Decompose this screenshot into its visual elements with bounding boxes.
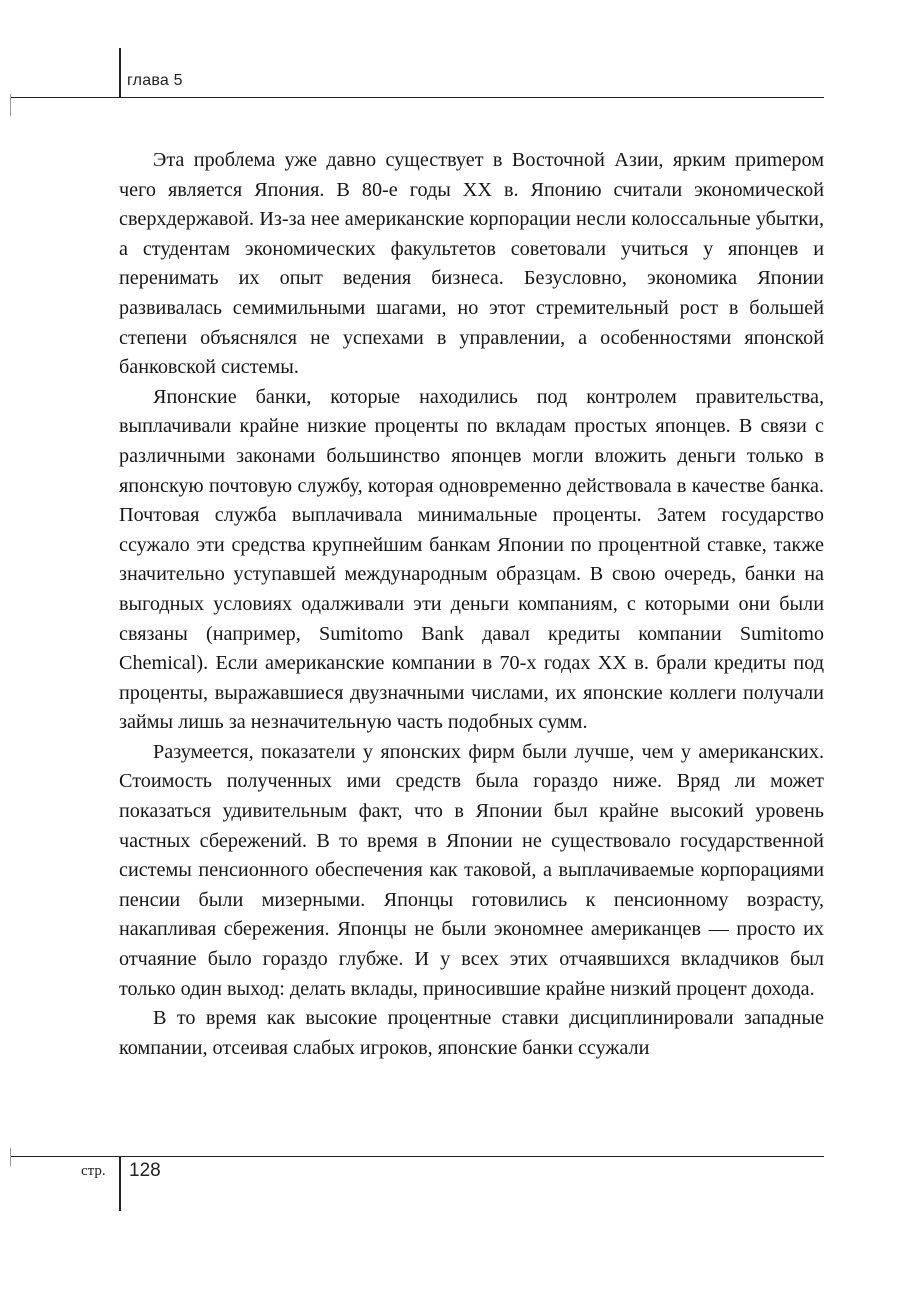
page-number: 128 <box>129 1160 161 1181</box>
footer-horizontal-rule <box>10 1156 824 1157</box>
paragraph-3: Разумеется, показатели у японских фирм были лучше, чем у американских. Стоимость полученных ими средств была гораздо ниже. Вряд ли может показаться удивительным факт, что в Японии был крайне высокий уровень частных сбережений. В то время в Японии не существовало государственной системы пенсионного обеспечения как таковой, а выплачиваемые корпорациями пенсии были мизерными. Японцы готовились к пенсионному возрасту, накапливая сбережения. Японцы не были экономнее американцев — просто их отчаяние было гораздо глубже. И у всех этих отчаявшихся вкладчиков был только один выход: делать вклады, приносившие крайне низкий процент дохода. <box>119 740 824 1000</box>
body-text <box>119 146 824 1063</box>
paragraph-2: Японские банки, которые находились под контролем правительства, выплачивали крайне низкие проценты по вкладам простых японцев. В связи с различными законами большинство японцев могли вложить деньги только в японскую почтовую службу, которая одновременно действовала в качестве банка. Почтовая служба выплачивала минимальные проценты. Затем государство ссужало эти средства крупнейшим банкам Японии по процентной ставке, также значительно уступавшей международным образцам. В свою очередь, банки на выгодных условиях одалживали эти деньги компаниям, с которыми они были связаны (например, Sumitomo Bank давал кредиты компании Sumitomo Chemical). Если американские компании в 70-х годах XX в. брали кредиты под проценты, выражавшиеся двузначными числами, их японские коллеги получали займы лишь за незначительную часть подобных сумм. <box>119 385 824 734</box>
header-vertical-rule <box>119 48 121 98</box>
footer-vertical-rule <box>119 1157 121 1211</box>
paragraph-4: В то время как высокие процентные ставки дисциплинировали западные компании, отсеивая слабых игроков, японские банки ссужали <box>119 1007 824 1059</box>
crop-mark-bottom <box>10 1148 11 1166</box>
page-label: стр. <box>81 1163 106 1179</box>
header-horizontal-rule <box>10 97 824 98</box>
running-header-chapter: глава 5 <box>127 72 183 89</box>
crop-mark-top <box>10 94 11 116</box>
paragraph-1: Эта проблема уже давно существует в Восточной Азии, ярким приmером чего является Япония. В 80-е годы XX в. Японию считали экономической сверхдержавой. Из-за нее американские корпорации несли колоссальные убытки, а студентам экономических факультетов советовали учиться у японцев и перенимать их опыт ведения бизнеса. Безусловно, экономика Японии развивалась семимильными шагами, но этот стремительный рост в большей степени объяснялся не успехами в управлении, а особенностями японской банковской системы. <box>119 149 824 379</box>
